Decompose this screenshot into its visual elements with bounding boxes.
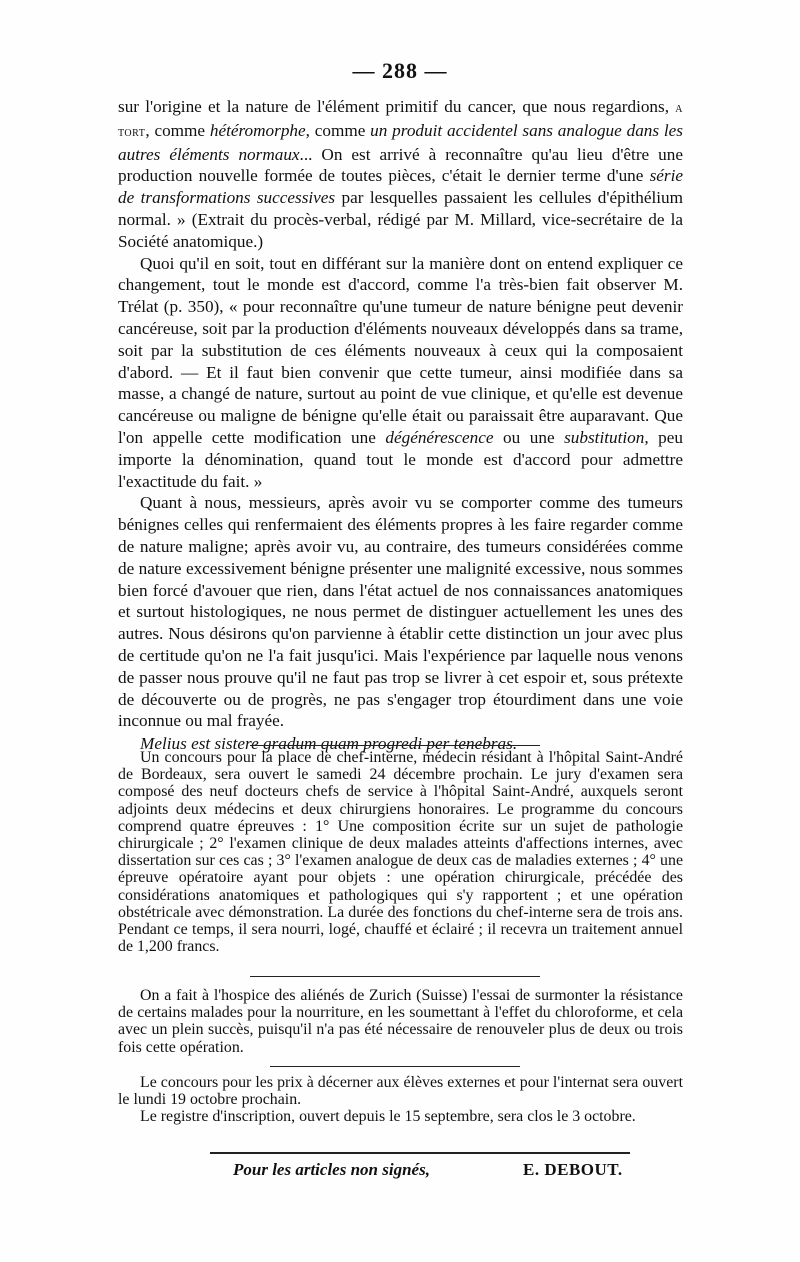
paragraph-1-produit-accidentel: un produit accidentel sans analogue dans les autres éléments normaux <box>118 120 683 164</box>
paragraph-2 <box>118 253 683 493</box>
paragraph-1-serie-transformations: série de transformations successives <box>118 166 683 208</box>
paragraph-1-text-e: , comme <box>305 120 371 140</box>
section-divider <box>270 1066 520 1067</box>
news-paragraph: Un concours pour la place de chef-interne, médecin résidant à l'hôpital Saint-André de Bordeaux, sera ouvert le samedi 24 décembre prochain. Le jury d'examen sera composé des neuf docteurs chefs de service à l'hôpital Saint-André, auxquels seront adjoints deux médecins et deux chirurgiens honoraires. Le programme du concours comprend quatre épreuves : 1° Une composition écrite sur un sujet de pathologie chirurgicale ; 2° l'examen clinique de deux malades atteints d'affections internes, avec dissertation sur ces cas ; 3° l'examen analogue de deux cas de maladies externes ; 4° une épreuve opératoire ayant pour objets : une opération chirurgicale, précédée des considérations anatomiques et pathologiques qui s'y rapportent ; et une opération obstétricale avec démonstration. La durée des fonctions du chef-interne sera de trois ans. Pendant ce temps, il sera nourri, logé, chauffé et éclairé ; il recevra un traitement annuel de 1,200 francs. <box>118 749 683 956</box>
signature-line <box>118 1160 683 1184</box>
signature-author: E. DEBOUT. <box>523 1160 623 1179</box>
paragraph-1-text-i: par lesquelles passaient les cellules d'épithélium normal. » (Extrait du procès-verbal, rédigé par M. Millard, vice-secrétaire de la Société anatomique.) <box>118 188 683 251</box>
section-divider <box>250 976 540 977</box>
news-prix-externes <box>118 1074 683 1126</box>
news-paragraph: Le concours pour les prix à décerner aux élèves externes et pour l'internat sera ouvert le lundi 19 octobre prochain. <box>118 1074 683 1109</box>
page-number: — 288 — <box>352 58 448 83</box>
section-divider <box>250 745 540 746</box>
section-divider <box>210 1152 630 1154</box>
paragraph-1-text-g: ... On est arrivé à reconnaître qu'au lieu d'être une production nouvelle formée de toutes pièces, c'était le dernier terme d'une <box>118 144 683 186</box>
paragraph-1-heteromorphe: hétéromorphe <box>209 120 306 140</box>
paragraph-1 <box>118 96 683 253</box>
news-paragraph: On a fait à l'hospice des aliénés de Zurich (Suisse) l'essai de surmonter la résistance de certains malades pour la nourriture, en les soumettant à l'effet du chloroforme, et cela avec un plein succès, puisqu'il n'a pas été nécessaire de renouveler plus de deux ou trois fois cette opération. <box>118 987 683 1056</box>
paragraph-2-text-c: ou une <box>493 427 565 447</box>
paragraph-1-text-c: , comme <box>145 120 210 140</box>
paragraph-2-text-a: Quoi qu'il en soit, tout en différant sur la manière dont on entend expliquer ce changement, tout le monde est d'accord, comme l'a très-bien fait observer M. Trélat (p. 350), « pour reconnaître qu'une tumeur de nature bénigne peut devenir cancéreuse, soit par la production d'éléments nouveaux développés dans sa trame, soit par la substitution de ces éléments nouveaux à ceux qui la composaient d'abord. — Et il faut bien convenir que cette tumeur, ainsi modifiée dans sa masse, a changé de nature, surtout au point de vue clinique, et qu'elle est devenue cancéreuse ou maligne de bénigne qu'elle était ou paraissait être auparavant. Que l'on appelle cette modification une <box>118 253 683 447</box>
article-body <box>118 96 683 755</box>
news-zurich <box>118 987 683 1056</box>
news-concours-chef-interne <box>118 749 683 955</box>
paragraph-1-text-a: sur l'origine et la nature de l'élément primitif du cancer, que nous regardions, <box>118 97 670 116</box>
paragraph-2-degenerescence: dégénérescence <box>385 427 494 447</box>
latin-quote: Melius est sistere gradum quam progredi per tenebras. <box>140 734 518 754</box>
news-paragraph: Le registre d'inscription, ouvert depuis le 15 septembre, sera clos le 3 octobre. <box>140 1108 636 1126</box>
paragraph-2-text-e: , peu importe la dénomination, quand tout le monde est d'accord pour admettre l'exactitude du fait. » <box>118 427 683 491</box>
paragraph-2-substitution: substitution <box>564 427 645 447</box>
paragraph-3: Quant à nous, messieurs, après avoir vu se comporter comme des tumeurs bénignes celles qui renfermaient des éléments propres à les faire regarder comme de nature maligne; après avoir vu, au contraire, des tumeurs considérées comme de nature excessivement bénigne présenter une malignité excessive, nous sommes bien forcé d'avouer que rien, dans l'état actuel de nos connaissances anatomiques et surtout histologiques, ne nous permet de distinguer actuellement les unes des autres. Nous désirons qu'on parvienne à établir cette distinction un jour avec plus de certitude qu'on ne l'a fait jusqu'ici. Mais l'expérience par laquelle nous venons de passer nous prouve qu'il ne faut pas trop se livrer à cet espoir et, sous prétexte de découverte ou de progrès, ne pas s'engager trop étourdiment dans une voie inconnue ou mal frayée. <box>118 493 683 731</box>
paragraph-1-a-tort: a tort <box>118 101 683 140</box>
signature-note: Pour les articles non signés, <box>233 1160 430 1179</box>
